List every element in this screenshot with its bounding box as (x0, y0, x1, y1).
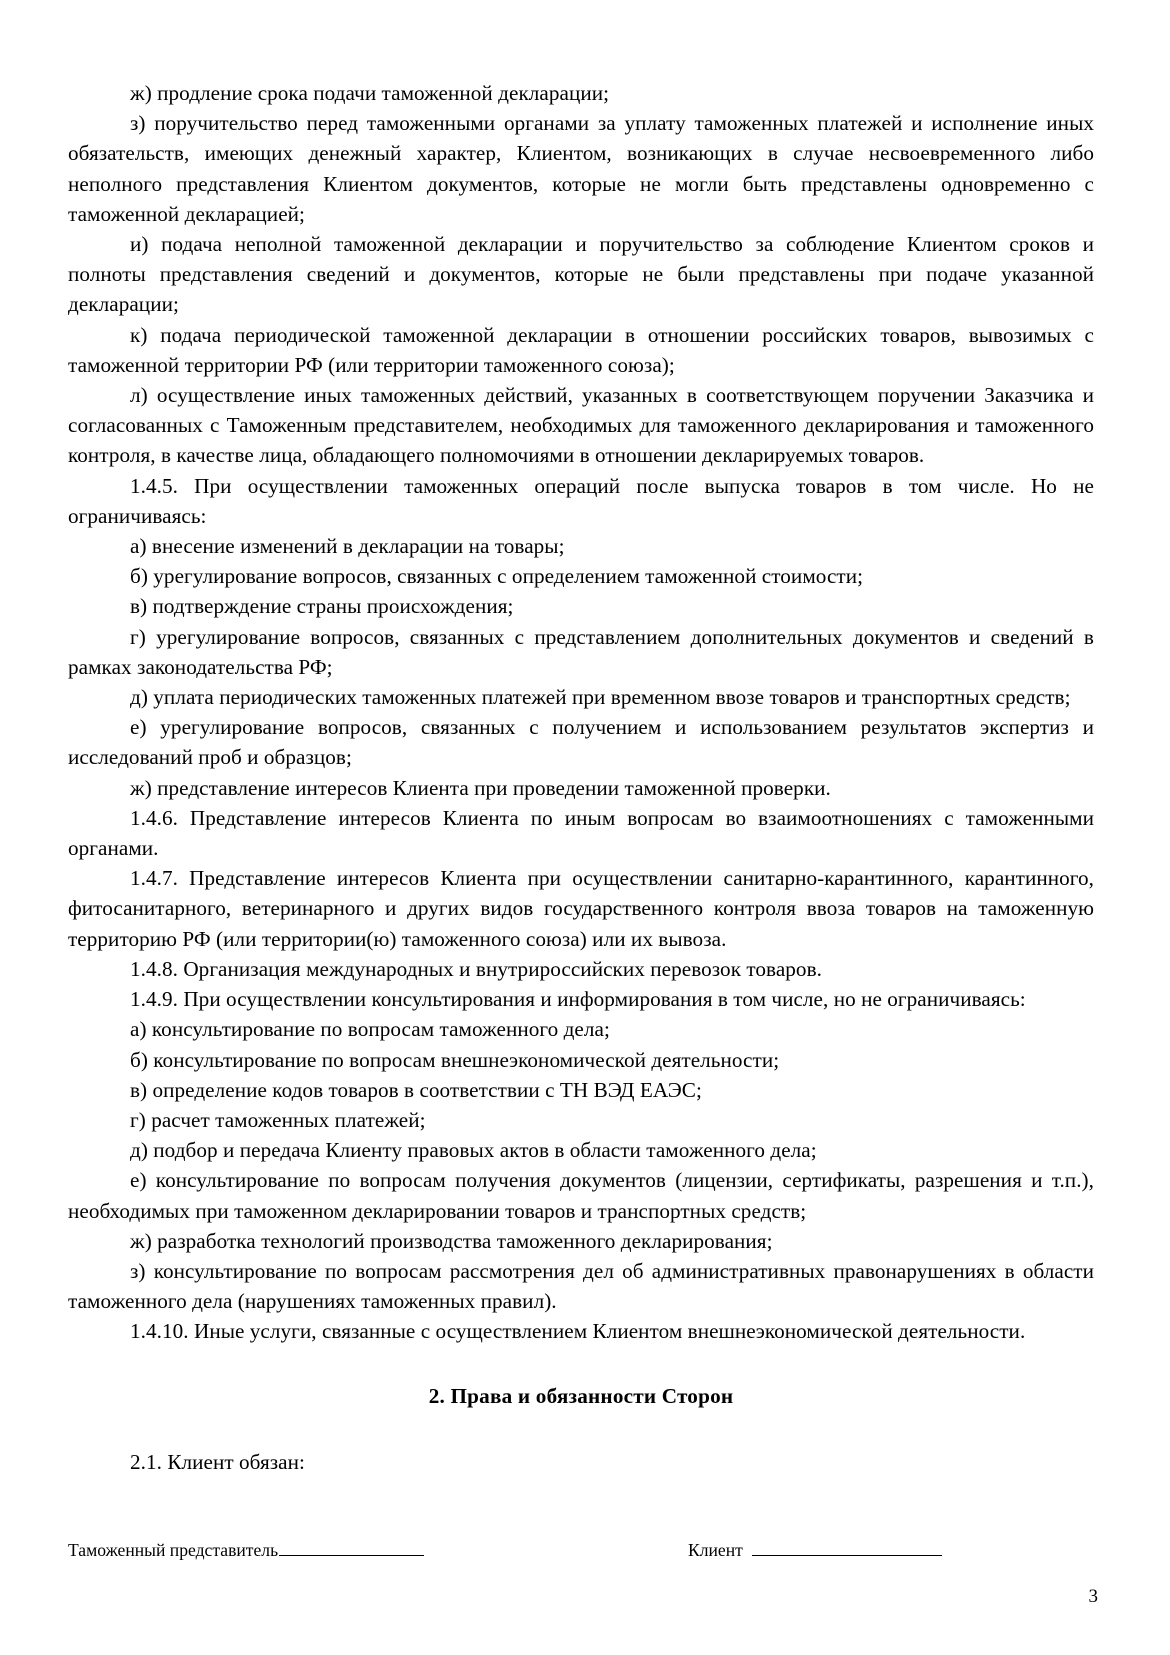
paragraph: в) определение кодов товаров в соответствии с ТН ВЭД ЕАЭС; (130, 1077, 702, 1102)
signature-representative-label: Таможенный представитель (68, 1540, 279, 1560)
document-body (68, 78, 1094, 1477)
signature-client-line (752, 1555, 942, 1556)
section-heading-2: 2. Права и обязанности Сторон (428, 1383, 734, 1408)
clause-1-4-8: 1.4.8. Организация международных и внутрироссийских перевозок товаров. (130, 956, 822, 981)
paragraph: ж) представление интересов Клиента при проведении таможенной проверки. (130, 775, 831, 800)
paragraph: д) подбор и передача Клиенту правовых актов в области таможенного дела; (130, 1138, 817, 1163)
paragraph: ж) продление срока подачи таможенной декларации; (130, 81, 610, 105)
paragraph: в) подтверждение страны происхождения; (130, 594, 514, 619)
paragraph: з) поручительство перед таможенными органами за уплату таможенных платежей и исполнение иных обязательств, имеющих денежный характер, Клиентом, возникающих в случае несвоевременного либо неполного представления Клиентом документов, которые не могли быть представлены одновременно с таможенной декларацией; (68, 111, 1094, 226)
clause-1-4-5: 1.4.5. При осуществлении таможенных операций после выпуска товаров в том числе. Но не ограничиваясь: (68, 473, 1094, 528)
paragraph: д) уплата периодических таможенных платежей при временном ввозе товаров и транспортных средств; (130, 685, 1071, 710)
clause-1-4-10: 1.4.10. Иные услуги, связанные с осуществлением Клиентом внешнеэкономической деятельности. (130, 1319, 1026, 1344)
paragraph: л) осуществление иных таможенных действий, указанных в соответствующем поручении Заказчика и согласованных с Таможенным представителем, необходимых для таможенного декларирования и таможенного контроля, в качестве лица, обладающего полномочиями в отношении декларируемых товаров. (68, 383, 1094, 468)
signature-row (68, 1538, 1094, 1562)
paragraph: е) консультирование по вопросам получения документов (лицензии, сертификаты, разрешения и т.п.), необходимых при таможенном декларировании товаров и транспортных средств; (68, 1168, 1094, 1223)
paragraph: г) расчет таможенных платежей; (130, 1107, 426, 1132)
paragraph: ж) разработка технологий производства таможенного декларирования; (130, 1228, 773, 1253)
spacer (68, 1411, 1094, 1447)
spacer (68, 1347, 1094, 1381)
paragraph: а) внесение изменений в декларации на товары; (130, 534, 565, 559)
paragraph: е) урегулирование вопросов, связанных с получением и использованием результатов экспертиз и исследований проб и образцов; (68, 715, 1094, 770)
paragraph: к) подача периодической таможенной декларации в отношении российских товаров, вывозимых с таможенной территории РФ (или территории таможенного союза); (68, 322, 1094, 377)
clause-1-4-6: 1.4.6. Представление интересов Клиента по иным вопросам во взаимоотношениях с таможенными органами. (68, 805, 1094, 861)
paragraph: а) консультирование по вопросам таможенного дела; (130, 1017, 610, 1042)
clause-1-4-9: 1.4.9. При осуществлении консультирования и информирования в том числе, но не ограничиваясь: (130, 987, 1026, 1012)
signature-representative-line (279, 1555, 424, 1556)
paragraph: б) консультирование по вопросам внешнеэкономической деятельности; (130, 1047, 780, 1072)
signature-representative (68, 1538, 688, 1562)
signature-client (688, 1538, 942, 1562)
clause-2-1: 2.1. Клиент обязан: (130, 1449, 305, 1474)
page-footer (68, 1538, 1094, 1562)
paragraph: г) урегулирование вопросов, связанных с представлением дополнительных документов и сведений в рамках законодательства РФ; (68, 624, 1094, 679)
signature-client-label: Клиент (688, 1540, 743, 1560)
paragraph: и) подача неполной таможенной декларации и поручительство за соблюдение Клиентом сроков и полноты представления сведений и документов, которые не были представлены при подаче указанной декларации; (68, 232, 1094, 317)
page-number: 3 (1088, 1586, 1098, 1607)
clause-1-4-7: 1.4.7. Представление интересов Клиента при осуществлении санитарно-карантинного, карантинного, фитосанитарного, ветеринарного и других видов государственного контроля ввоза товаров на таможенную территорию РФ (или территории(ю) таможенного союза) или их вывоза. (68, 866, 1094, 951)
paragraph: з) консультирование по вопросам рассмотрения дел об административных правонарушениях в области таможенного дела (нарушениях таможенных правил). (68, 1258, 1094, 1314)
paragraph: б) урегулирование вопросов, связанных с определением таможенной стоимости; (130, 564, 864, 589)
